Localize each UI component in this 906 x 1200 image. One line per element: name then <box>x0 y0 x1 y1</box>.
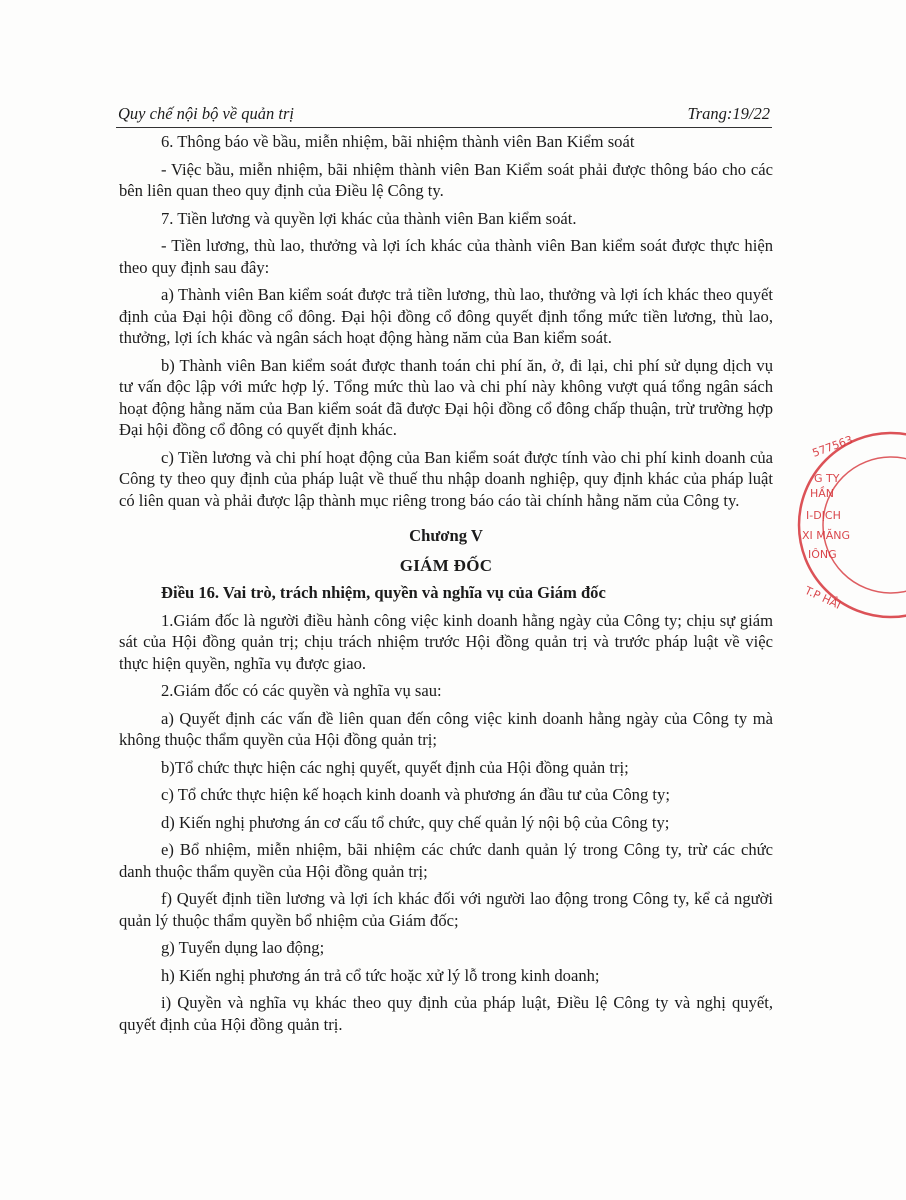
paragraph: - Việc bầu, miễn nhiệm, bãi nhiệm thành viên Ban Kiểm soát phải được thông báo cho các bên liên quan theo quy định của Điều lệ Công ty. <box>119 159 773 200</box>
page-number: Trang:19/22 <box>687 104 770 123</box>
list-item: i) Quyền và nghĩa vụ khác theo quy định của pháp luật, Điều lệ Công ty và nghị quyết, quyết định của Hội đồng quản trị. <box>119 993 773 1034</box>
list-item: f) Quyết định tiền lương và lợi ích khác đối với người lao động trong Công ty, kể cả người quản lý thuộc thẩm quyền bổ nhiệm của Giám đốc; <box>119 889 773 930</box>
paragraph: c) Tiền lương và chi phí hoạt động của Ban kiểm soát được tính vào chi phí kinh doanh của Công ty theo quy định của pháp luật về thuế thu nhập doanh nghiệp, quy định khác của pháp luật có liên quan và phải được lập thành mục riêng trong báo cáo tài chính hằng năm của Công ty. <box>119 447 773 510</box>
list-item: b)Tổ chức thực hiện các nghị quyết, quyết định của Hội đồng quản trị; <box>161 757 629 777</box>
list-item: a) Quyết định các vấn đề liên quan đến công việc kinh doanh hằng ngày của Công ty mà không thuộc thẩm quyền của Hội đồng quản trị; <box>119 708 773 749</box>
seal-text: G TY <box>814 472 840 485</box>
paragraph: b) Thành viên Ban kiểm soát được thanh toán chi phí ăn, ở, đi lại, chi phí sử dụng dịch vụ tư vấn độc lập với mức hợp lý. Tổng mức thù lao và chi phí này không vượt quá tổng ngân sách hoạt động hằng năm của Ban kiểm soát đã được Đại hội đồng cổ đông chấp thuận, trừ trường hợp Đại hội đồng cổ đông có quyết định khác. <box>119 355 773 439</box>
company-seal <box>796 425 906 625</box>
document-body <box>119 131 773 1041</box>
section-heading: 6. Thông báo về bầu, miễn nhiệm, bãi nhiệm thành viên Ban Kiểm soát <box>161 132 635 151</box>
list-item: c) Tổ chức thực hiện kế hoạch kinh doanh và phương án đầu tư của Công ty; <box>161 785 670 804</box>
chapter-number: Chương V <box>409 526 483 545</box>
paragraph: 2.Giám đốc có các quyền và nghĩa vụ sau: <box>161 681 442 700</box>
seal-text: I-DỊCH <box>806 509 841 522</box>
seal-text: XI MĂNG <box>802 529 851 542</box>
page-header <box>118 104 770 124</box>
chapter-title: GIÁM ĐỐC <box>399 555 493 575</box>
paragraph: 1.Giám đốc là người điều hành công việc kinh doanh hằng ngày của Công ty; chịu sự giám sát của Hội đồng quản trị; chịu trách nhiệm trước Hội đồng quản trị và trước pháp luật về việc thực hiện quyền, nghĩa vụ được giao. <box>119 610 773 673</box>
seal-text: 577563 <box>810 433 855 460</box>
seal-text: T.P HẢI <box>802 583 843 612</box>
seal-text: IÔNG <box>808 548 837 561</box>
seal-graphic <box>796 425 855 625</box>
list-item: g) Tuyển dụng lao động; <box>161 938 325 957</box>
article-heading: Điều 16. Vai trò, trách nhiệm, quyền và nghĩa vụ của Giám đốc <box>161 583 606 602</box>
section-heading: 7. Tiền lương và quyền lợi khác của thành viên Ban kiểm soát. <box>161 208 577 228</box>
paragraph: a) Thành viên Ban kiểm soát được trả tiền lương, thù lao, thưởng và lợi ích khác theo quyết định của Đại hội đồng cổ đông. Đại hội đồng cổ đông quyết định tổng mức tiền lương, thù lao, thưởng, lợi ích khác và ngân sách hoạt động hàng năm của Ban kiểm soát. <box>119 285 773 347</box>
seal-text: HẦN <box>810 487 835 500</box>
list-item: e) Bổ nhiệm, miễn nhiệm, bãi nhiệm các chức danh quản lý trong Công ty, trừ các chức danh thuộc thẩm quyền của Hội đồng quản trị; <box>119 840 773 881</box>
list-item: h) Kiến nghị phương án trả cổ tức hoặc xử lý lỗ trong kinh doanh; <box>161 965 600 985</box>
paragraph: - Tiền lương, thù lao, thưởng và lợi ích khác của thành viên Ban kiểm soát được thực hiện theo quy định sau đây: <box>119 236 773 277</box>
list-item: d) Kiến nghị phương án cơ cấu tổ chức, quy chế quản lý nội bộ của Công ty; <box>161 812 670 832</box>
document-title: Quy chế nội bộ về quản trị <box>118 104 294 123</box>
header-divider <box>116 127 772 128</box>
